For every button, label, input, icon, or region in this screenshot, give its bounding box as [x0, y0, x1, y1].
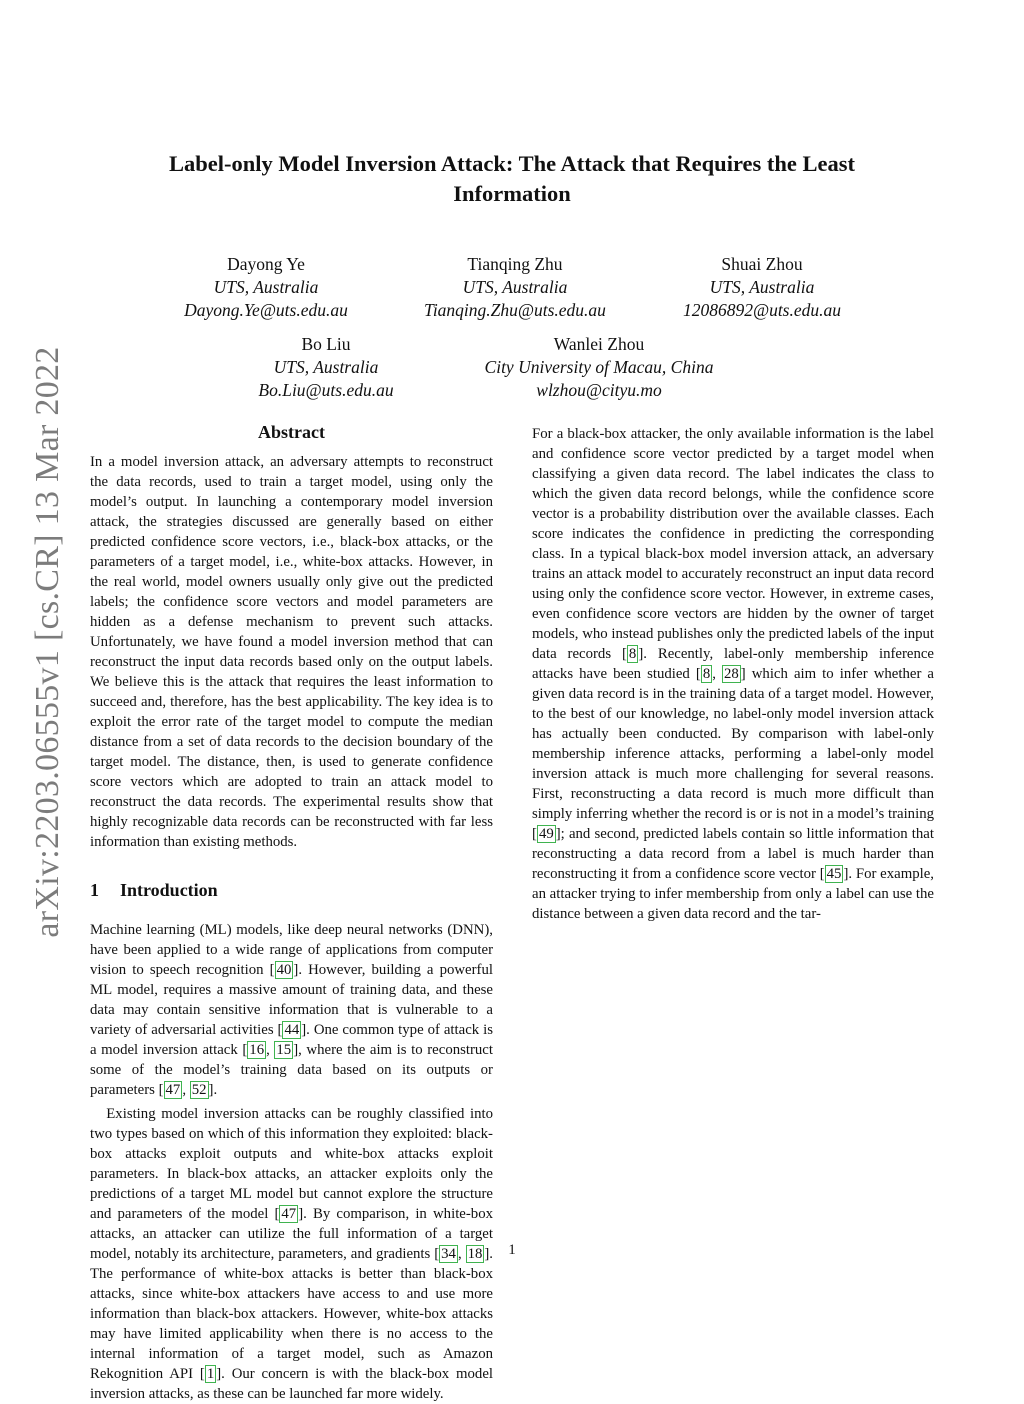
citation-link[interactable]: 8	[628, 646, 637, 662]
author-name: Bo Liu	[301, 334, 351, 354]
author-block	[632, 253, 892, 322]
section-title: Introduction	[120, 880, 218, 900]
author-affiliation: UTS, Australia	[462, 277, 568, 297]
arxiv-identifier: arXiv:2203.06555v1 [cs.CR] 13 Mar 2022	[29, 346, 66, 938]
citation-link[interactable]: 28	[723, 666, 739, 682]
citation-link[interactable]: 44	[284, 1022, 300, 1038]
citation-link[interactable]: 47	[165, 1082, 181, 1098]
intro-paragraph: For a black-box attacker, the only available information is the label and confidence score vector predicted by a target model when classifying a given data record. The label indicates the class to which the given data record belongs, while the confidence score vector is a probability distribution over the available classes. Each score indicates the confidence in predicting the corresponding class. In a typical black-box model inversion attack, an adversary trains an attack model to accurately reconstruct an input data record using only the confidence score vector. However, in extreme cases, even confidence score vectors are hidden by the owner of target models, who instead publishes only the predicted labels of the input data records [ 8 ]. Recently, label-only membership inference attacks have been studied [ 8 , 28 ] which aim to infer whether a given data record is in the training data of a target model. However, to the best of our knowledge, no label-only model inversion attack has actually been conducted. By comparison with label-only membership inference attacks, performing a label-only model inversion attack is much more challenging for several reasons. First, reconstructing a data record is much more difficult than simply inferring whether the record is or is not in a model’s training [ 49 ]; and second, predicted labels contain so little information that reconstructing a data record from a label is much harder than reconstructing it from a confidence score vector [ 45 ]. For example, an attacker trying to infer membership from only a label can use the distance between a given data record and the tar-	[532, 426, 935, 922]
citation-link[interactable]: 15	[276, 1042, 292, 1058]
author-name: Shuai Zhou	[721, 254, 803, 274]
intro-paragraph: Machine learning (ML) models, like deep neural networks (DNN), have been applied to a wide range of applications from computer vision to speech recognition [ 40 ]. However, building a powerful ML model, requires a massive amount of training data, and these data may contain sensitive information that is vulnerable to a variety of adversarial activities [ 44 ]. One common type of attack is a model inversion attack [ 16 , 15 ], where the aim is to reconstruct some of the model’s training data based on its outputs or parameters [ 47 , 52 ].	[90, 922, 493, 1098]
section-number: 1	[90, 880, 99, 900]
author-affiliation: UTS, Australia	[273, 357, 379, 377]
page-number: 1	[508, 1242, 516, 1258]
abstract-heading: Abstract	[258, 422, 325, 442]
citation-link[interactable]: 40	[276, 962, 292, 978]
abstract-text: In a model inversion attack, an adversary attempts to reconstruct the data records, used to train a target model, using only the model’s output. In launching a contemporary model inversion attack, the strategies discussed are generally based on either predicted confidence score vectors, i.e., black-box attacks, or the parameters of a target model, i.e., white-box attacks. However, in the real world, model owners usually only give out the predicted labels; the confidence score vectors and model parameters are hidden as a defense mechanism to prevent such attacks. Unfortunately, we have found a model inversion method that can reconstruct the input data records based only on the output labels. We believe this is the attack that requires the least information to succeed and, therefore, has the best applicability. The key idea is to exploit the error rate of the target model to compute the median distance from a set of data records to the decision boundary of the target model. The distance, then, is used to generate confidence score vectors which are adopted to train an attack model to reconstruct the data records. The experimental results show that highly recognizable data records can be reconstructed with far less information than existing methods.	[90, 454, 493, 850]
citation-link[interactable]: 16	[249, 1042, 265, 1058]
author-affiliation: UTS, Australia	[213, 277, 319, 297]
author-email: Tianqing.Zhu@uts.edu.au	[424, 300, 606, 320]
right-column	[532, 424, 934, 924]
author-affiliation: UTS, Australia	[709, 277, 815, 297]
intro-paragraph: Existing model inversion attacks can be roughly classified into two types based on which of this information they exploited: black-box attacks exploit outputs and white-box attacks exploit parameters. In black-box attacks, an attacker exploits only the predictions of a target ML model but cannot explore the structure and parameters of the model [ 47 ]. By comparison, in white-box attacks, an attacker can utilize the full information of a target model, notably its architecture, parameters, and gradients [ 34 , 18 ]. The performance of white-box attacks is better than black-box attacks, since white-box attackers have access to and use more information than black-box attackers. However, white-box attacks may have limited applicability when there is no access to the internal information of a target model, such as Amazon Rekognition API [ 1 ]. Our concern is with the black-box model inversion attacks, as these can be launched far more widely.	[90, 1106, 494, 1402]
author-affiliation: City University of Macau, China	[484, 357, 714, 377]
citation-link[interactable]: 18	[467, 1246, 483, 1262]
citation-link[interactable]: 52	[191, 1082, 207, 1098]
citation-link[interactable]: 1	[206, 1366, 215, 1382]
author-block	[385, 253, 645, 322]
author-block	[449, 333, 749, 402]
citation-link[interactable]: 45	[826, 866, 842, 882]
section-heading	[90, 878, 493, 902]
citation-link[interactable]: 49	[538, 826, 554, 842]
citation-link[interactable]: 8	[702, 666, 711, 682]
author-email: Bo.Liu@uts.edu.au	[258, 380, 394, 400]
citation-link[interactable]: 47	[281, 1206, 297, 1222]
author-email: 12086892@uts.edu.au	[682, 300, 842, 320]
author-name: Tianqing Zhu	[467, 254, 563, 274]
author-email: wlzhou@cityu.mo	[536, 380, 662, 400]
author-block	[136, 253, 396, 322]
author-email: Dayong.Ye@uts.edu.au	[184, 300, 348, 320]
author-name: Wanlei Zhou	[553, 334, 645, 354]
citation-link[interactable]: 34	[441, 1246, 456, 1262]
paper-title: Label-only Model Inversion Attack: The Attack that Requires the Least Information	[168, 151, 856, 206]
author-block	[196, 333, 456, 402]
author-name: Dayong Ye	[227, 254, 305, 274]
